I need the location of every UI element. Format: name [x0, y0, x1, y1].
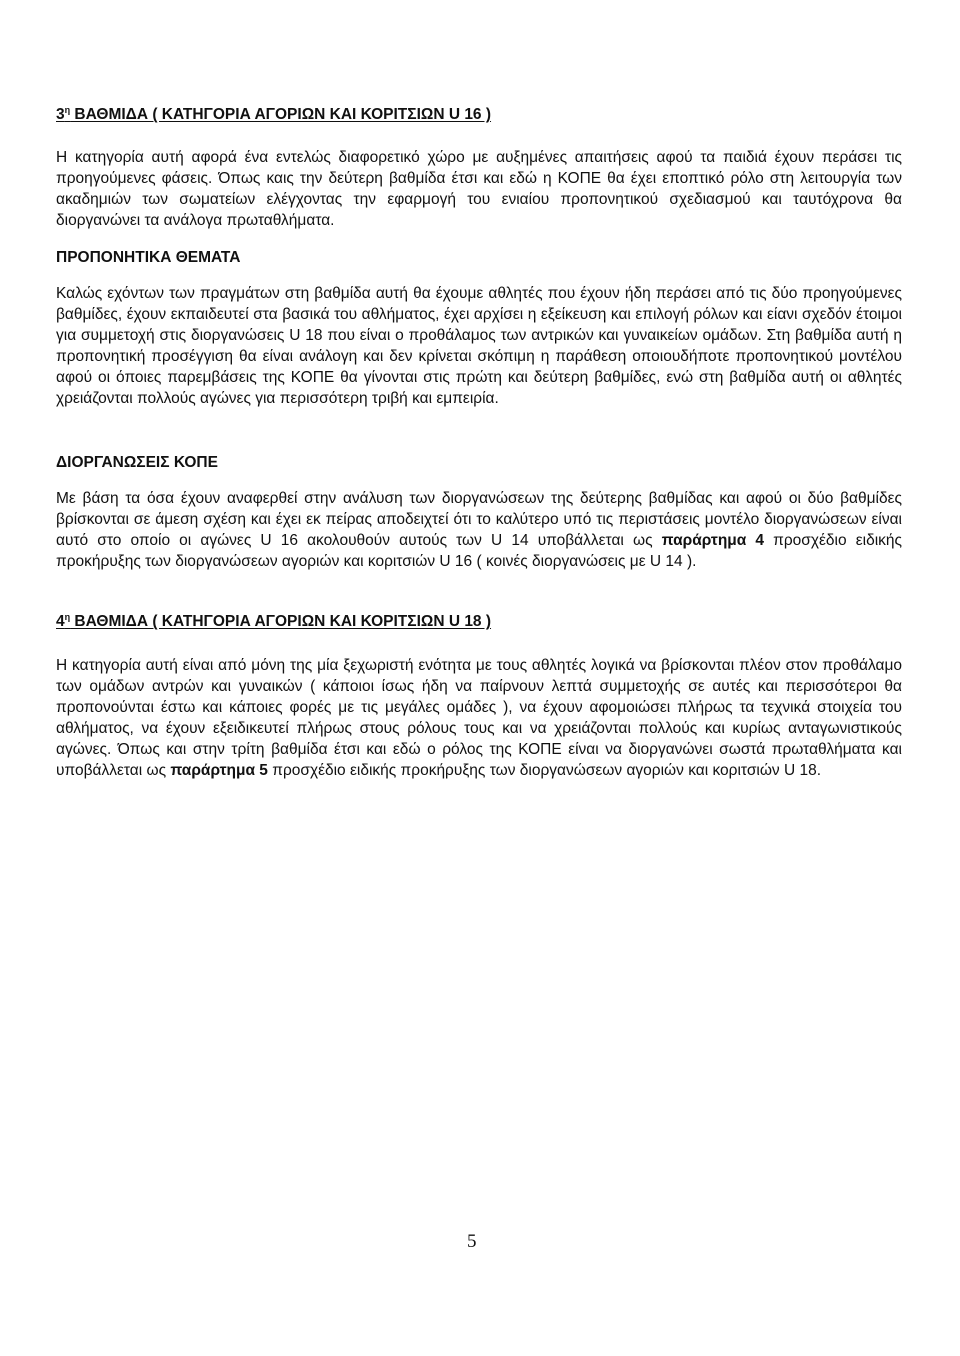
heading-text: ΒΑΘΜΙΔΑ ( ΚΑΤΗΓΟΡΙΑ ΑΓΟΡΙΩΝ ΚΑΙ ΚΟΡΙΤΣΙΩΝ U 18 )	[70, 613, 492, 630]
paragraph-text: Η κατηγορία αυτή είναι από μόνη της μία ξεχωριστή ενότητα με τους αθλητές λογικά να βρίσκονται πλέον στον προθάλαμο των ομάδων αντρών και γυναικών ( κάποιοι ίσως ήδη να παίρνουν λεπτά συμμετοχής σε αυτές και περισσότεροι θα προπονούνται έστω και κάποιες φορές με τις μεγάλες ομάδες ), να έχουν αφομοιώσει πλήρως τα τεχνικά στοιχεία του αθλήματος, να έχουν εξειδικευτεί πλήρως στους ρόλους τους και να χρειάζονται πολλούς και κυρίως ανταγωνιστικούς αγώνες. Όπως και στην τρίτη βαθμίδα έτσι και εδώ ο ρόλος της ΚΟΠΕ είναι να διοργανώνει σωστά πρωταθλήματα και υποβάλλεται ως	[56, 657, 902, 780]
section-heading-u16	[56, 105, 491, 125]
appendix-reference: παράρτημα 4	[661, 532, 765, 550]
paragraph-text: Με βάση τα όσα έχουν αναφερθεί στην ανάλυση των διοργανώσεων της δεύτερης βαθμίδας και αφού οι δύο βαθμίδες βρίσκονται σε άμεση σχέση και έχει εκ πείρας αποδειχτεί ότι το καλύτερο υπό τις περιστάσεις μοντέλο διοργανώσεων είναι αυτό στο οποίο οι αγώνες U 16 ακολουθούν αυτούς των U 14 υποβάλλεται ως	[56, 490, 902, 550]
paragraph-u18	[56, 655, 902, 782]
paragraph-training: Καλώς εχόντων των πραγμάτων στη βαθμίδα αυτή θα έχουμε αθλητές που έχουν ήδη περάσει από τις δύο προηγούμενες βαθμίδες, έχουν εκπαιδευτεί στα βασικά του αθλήματος, έχει αρχίσει η εξείκευση και επιλογή ρόλων και είανι σχεδόν έτοιμοι για συμμετοχή στις διοργανώσεις U 18 που είναι ο προθάλαμος των αντρικών και γυναικείων ομάδων. Στη βαθμίδα αυτή η προπονητική προσέγγιση θα είναι ανάλογη και δεν κρίνεται σκόπιμη η παράθεση οποιουδήποτε προπονητικού μοντέλου αφού οι όποιες παρεμβάσεις της ΚΟΠΕ θα γίνονται στις πρώτη και δεύτερη βαθμίδες, ενώ στη βαθμίδα αυτή οι αθλητές χρειάζονται πολλούς αγώνες για περισσότερη τριβή και εμπειρία.	[56, 285, 902, 408]
paragraph-text: προσχέδιο ειδικής προκήρυξης των διοργανώσεων αγοριών και κοριτσιών U 18.	[267, 762, 822, 780]
heading-number: 3	[56, 106, 65, 123]
heading-superscript: η	[64, 105, 71, 115]
section-heading-competitions: ΔΙΟΡΓΑΝΩΣΕΙΣ ΚΟΠΕ	[56, 454, 218, 471]
section-heading-training: ΠΡΟΠΟΝΗΤΙΚΑ ΘΕΜΑΤΑ	[56, 249, 241, 266]
heading-superscript: η	[64, 612, 71, 622]
heading-number: 4	[56, 613, 65, 630]
paragraph-text: προσχέδιο ειδικής προκήρυξης των διοργανώσεων αγοριών και κοριτσιών U 16 ( κοινές διοργανώσεις με U 14 ).	[56, 532, 902, 571]
heading-text: ΒΑΘΜΙΔΑ ( ΚΑΤΗΓΟΡΙΑ ΑΓΟΡΙΩΝ ΚΑΙ ΚΟΡΙΤΣΙΩΝ U 16 )	[70, 106, 492, 123]
document-page	[56, 0, 902, 1356]
paragraph-competitions	[56, 488, 902, 572]
page-number: 5	[467, 1231, 477, 1252]
section-heading-u18	[56, 612, 491, 632]
appendix-reference: παράρτημα 5	[170, 762, 268, 780]
paragraph-u16-intro: Η κατηγορία αυτή αφορά ένα εντελώς διαφορετικό χώρο με αυξημένες απαιτήσεις αφού τα παιδιά έχουν περάσει τις προηγούμενες φάσεις. Όπως καις την δεύτερη βαθμίδα έτσι και εδώ η ΚΟΠΕ θα έχει εποπτικό ρόλο στη λειτουργία των ακαδημιών των σωματείων ελέγχοντας την εφαρμογή του ενιαίου προπονητικού σχεδιασμού και ταυτόχρονα θα διοργανώνει τα ανάλογα πρωταθλήματα.	[56, 149, 902, 230]
